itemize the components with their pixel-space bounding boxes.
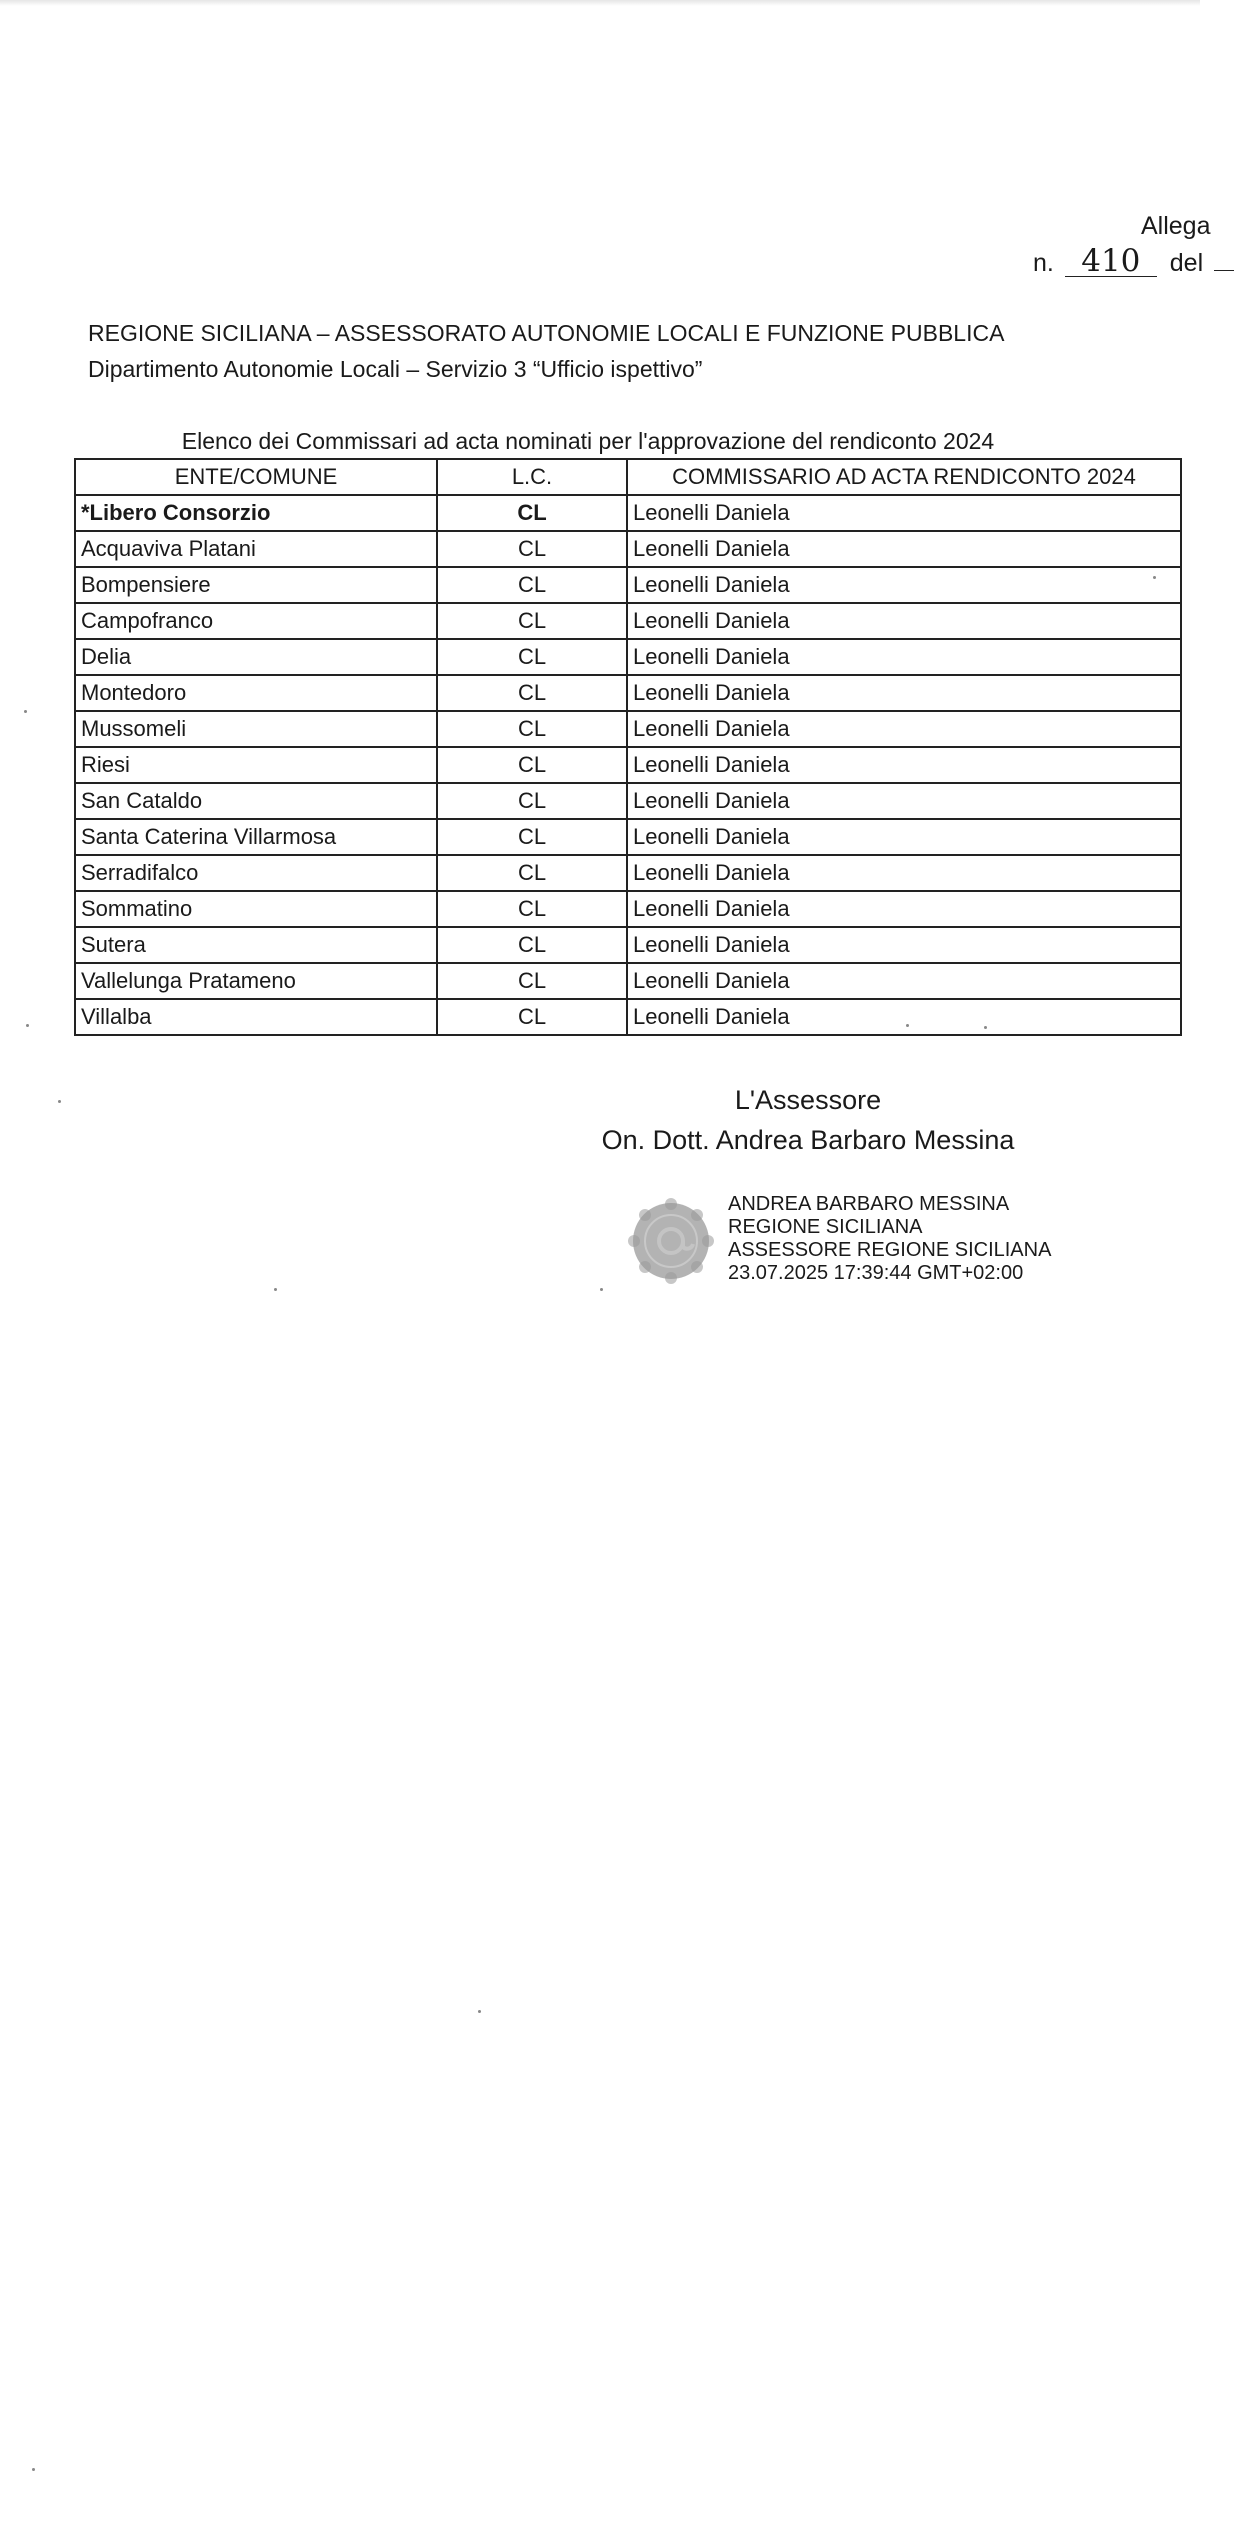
cell-ente: Delia (75, 639, 437, 675)
signature-timestamp: 23.07.2025 17:39:44 GMT+02:00 (728, 1262, 1024, 1284)
table-row (75, 531, 1181, 567)
document-number-line (1033, 243, 1234, 279)
header-ente-comune: ENTE/COMUNE (75, 459, 437, 495)
document-number: 410 (1065, 246, 1157, 277)
signature-name: On. Dott. Andrea Barbaro Messina (601, 1125, 1015, 1155)
table-row (75, 675, 1181, 711)
cell-lc: CL (437, 927, 627, 963)
cell-ente: Acquaviva Platani (75, 531, 437, 567)
table-row (75, 783, 1181, 819)
cell-commissario: Leonelli Daniela (627, 639, 1181, 675)
table-row (75, 891, 1181, 927)
cell-lc: CL (437, 963, 627, 999)
cell-ente: Serradifalco (75, 855, 437, 891)
cell-lc: CL (437, 999, 627, 1035)
table-row (75, 819, 1181, 855)
table-row (75, 567, 1181, 603)
cell-lc: CL (437, 495, 627, 531)
cell-ente: San Cataldo (75, 783, 437, 819)
header-department: Dipartimento Autonomie Locali – Servizio 3 “Ufficio ispettivo” (88, 356, 703, 382)
digital-signature-block (728, 1193, 1051, 1285)
cell-ente: Santa Caterina Villarmosa (75, 819, 437, 855)
table-row (75, 495, 1181, 531)
cell-commissario: Leonelli Daniela (627, 927, 1181, 963)
cell-commissario: Leonelli Daniela (627, 855, 1181, 891)
cell-commissario: Leonelli Daniela (627, 495, 1181, 531)
cell-lc: CL (437, 531, 627, 567)
scan-top-edge (0, 0, 1200, 6)
header-lc: L.C. (437, 459, 627, 495)
cell-ente: Bompensiere (75, 567, 437, 603)
cell-lc: CL (437, 711, 627, 747)
number-prefix: n. (1033, 249, 1054, 277)
cell-lc: CL (437, 891, 627, 927)
scan-speck (24, 710, 27, 713)
cell-lc: CL (437, 567, 627, 603)
cell-lc: CL (437, 783, 627, 819)
table-row (75, 639, 1181, 675)
cell-lc: CL (437, 855, 627, 891)
scan-speck (32, 2468, 35, 2471)
date-blank-line (1214, 270, 1234, 271)
table-row (75, 999, 1181, 1035)
scan-speck (274, 1288, 277, 1291)
scan-speck (58, 1100, 61, 1103)
table-row (75, 855, 1181, 891)
cell-commissario: Leonelli Daniela (627, 963, 1181, 999)
scan-speck (600, 1288, 603, 1291)
header-authority: REGIONE SICILIANA – ASSESSORATO AUTONOMIE LOCALI E FUNZIONE PUBBLICA (88, 320, 1005, 346)
cell-ente: Villalba (75, 999, 437, 1035)
cell-commissario: Leonelli Daniela (627, 675, 1181, 711)
signature-role: L'Assessore (734, 1085, 882, 1115)
commissari-table (74, 458, 1182, 1036)
table-row (75, 603, 1181, 639)
cell-commissario: Leonelli Daniela (627, 711, 1181, 747)
cell-commissario: Leonelli Daniela (627, 783, 1181, 819)
cell-ente: Vallelunga Pratameno (75, 963, 437, 999)
cell-ente: Riesi (75, 747, 437, 783)
cell-commissario: Leonelli Daniela (627, 999, 1181, 1035)
table-header-row (75, 459, 1181, 495)
allegato-label: Allega (1141, 212, 1211, 240)
cell-lc: CL (437, 747, 627, 783)
scan-speck (478, 2010, 481, 2013)
cell-commissario: Leonelli Daniela (627, 819, 1181, 855)
cell-ente: Mussomeli (75, 711, 437, 747)
digital-signature-seal-icon (628, 1198, 714, 1284)
scan-speck (984, 1026, 987, 1029)
cell-lc: CL (437, 639, 627, 675)
scan-speck (1153, 576, 1156, 579)
table-row (75, 711, 1181, 747)
table-caption: Elenco dei Commissari ad acta nominati per l'approvazione del rendiconto 2024 (181, 428, 995, 454)
cell-commissario: Leonelli Daniela (627, 531, 1181, 567)
cell-commissario: Leonelli Daniela (627, 747, 1181, 783)
cell-lc: CL (437, 819, 627, 855)
cell-ente: Sommatino (75, 891, 437, 927)
cell-commissario: Leonelli Daniela (627, 603, 1181, 639)
table-row (75, 927, 1181, 963)
cell-ente: Campofranco (75, 603, 437, 639)
cell-commissario: Leonelli Daniela (627, 891, 1181, 927)
scan-speck (906, 1024, 909, 1027)
table-row (75, 747, 1181, 783)
scan-speck (26, 1024, 29, 1027)
signer-name-line: ANDREA BARBARO MESSINA (728, 1193, 1010, 1215)
cell-commissario: Leonelli Daniela (627, 567, 1181, 603)
cell-ente: *Libero Consorzio (75, 495, 437, 531)
signer-region-line: REGIONE SICILIANA (728, 1216, 923, 1238)
cell-lc: CL (437, 675, 627, 711)
cell-ente: Sutera (75, 927, 437, 963)
header-commissario: COMMISSARIO AD ACTA RENDICONTO 2024 (627, 459, 1181, 495)
table-row (75, 963, 1181, 999)
cell-ente: Montedoro (75, 675, 437, 711)
del-label: del (1169, 249, 1204, 277)
cell-lc: CL (437, 603, 627, 639)
signer-role-line: ASSESSORE REGIONE SICILIANA (728, 1239, 1052, 1261)
